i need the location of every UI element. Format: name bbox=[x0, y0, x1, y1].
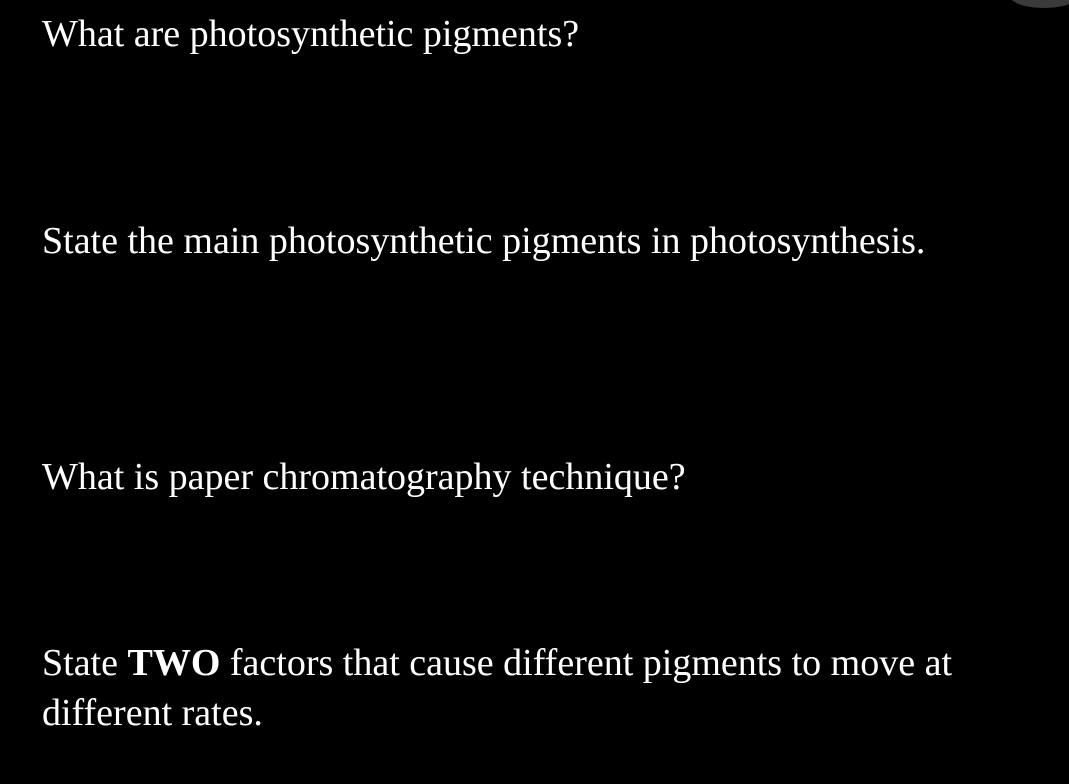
question-4-line-2: different rates. bbox=[42, 692, 263, 734]
question-3: What is paper chromatography technique? bbox=[42, 456, 686, 498]
question-4-line-1 bbox=[42, 638, 952, 688]
question-4-emphasis: TWO bbox=[127, 642, 221, 684]
corner-shape bbox=[1009, 0, 1069, 8]
question-4 bbox=[42, 638, 952, 738]
question-4-suffix: factors that cause different pigments to move at bbox=[220, 642, 953, 684]
question-2: State the main photosynthetic pigments in photosynthesis. bbox=[42, 220, 926, 262]
question-4-prefix: State bbox=[42, 642, 128, 684]
question-1: What are photosynthetic pigments? bbox=[42, 13, 580, 55]
